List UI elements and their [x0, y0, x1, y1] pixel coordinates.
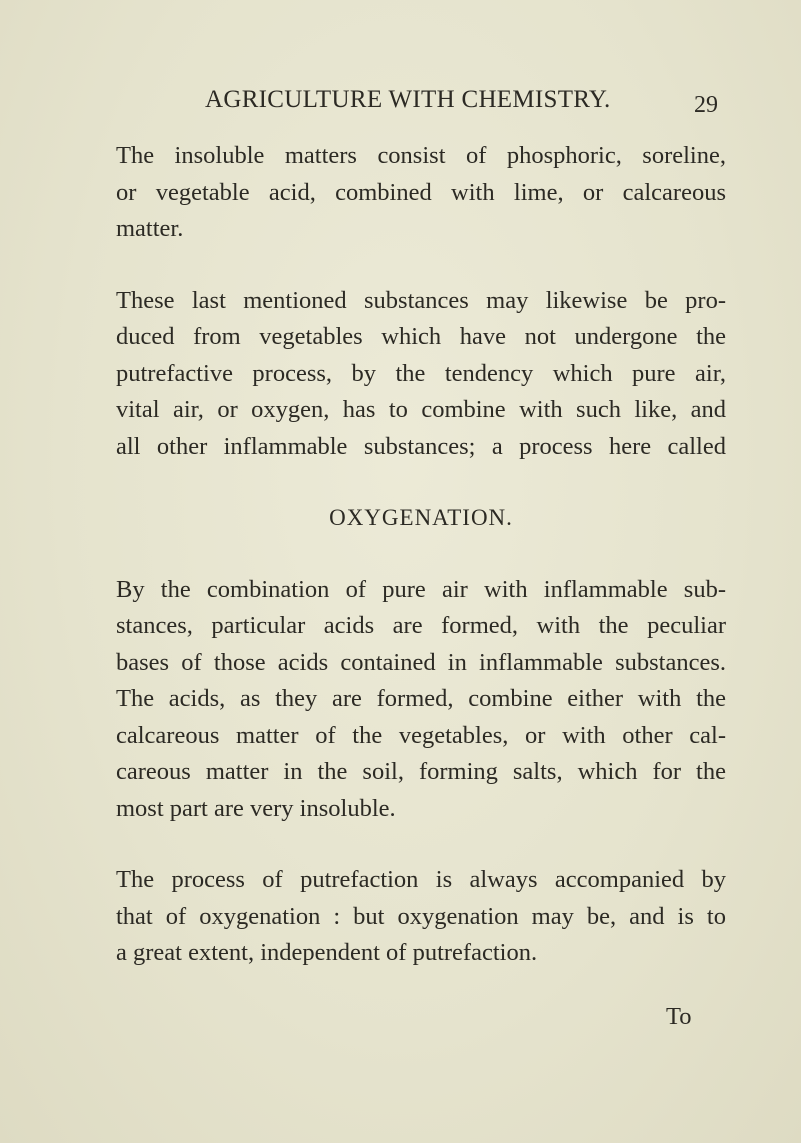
- body-text: [116, 138, 726, 972]
- text-line: or vegetable acid, combined with lime, or calcareous: [116, 178, 726, 206]
- page-number: 29: [694, 92, 718, 118]
- text-line: These last mentioned substances may likewise be pro-: [116, 286, 726, 314]
- text-line: all other inflammable substances; a process here called: [116, 432, 726, 460]
- catchword: To: [666, 1003, 692, 1030]
- running-head: AGRICULTURE WITH CHEMISTRY.: [205, 86, 611, 113]
- text-line: duced from vegetables which have not undergone the: [116, 323, 726, 350]
- text-line: careous matter in the soil, forming salts, which for the: [116, 758, 726, 785]
- text-line: bases of those acids contained in inflammable substances.: [116, 648, 726, 676]
- text-line: The process of putrefaction is always accompanied by: [116, 866, 726, 893]
- text-line: a great extent, independent of putrefaction.: [116, 939, 538, 966]
- text-line: vital air, or oxygen, has to combine with such like, and: [116, 396, 726, 423]
- text-line: putrefactive process, by the tendency which pure air,: [116, 359, 726, 387]
- text-line: The insoluble matters consist of phosphoric, soreline,: [116, 142, 726, 169]
- section-heading: OXYGENATION.: [329, 505, 513, 530]
- text-line: By the combination of pure air with inflammable sub-: [116, 575, 726, 603]
- text-line: The acids, as they are formed, combine either with the: [116, 685, 726, 712]
- text-line: stances, particular acids are formed, with the peculiar: [116, 612, 726, 639]
- text-line: calcareous matter of the vegetables, or with other cal-: [116, 721, 726, 749]
- text-line: most part are very insoluble.: [116, 794, 396, 822]
- text-line: matter.: [116, 215, 184, 242]
- text-line: that of oxygenation : but oxygenation may be, and is to: [116, 902, 726, 930]
